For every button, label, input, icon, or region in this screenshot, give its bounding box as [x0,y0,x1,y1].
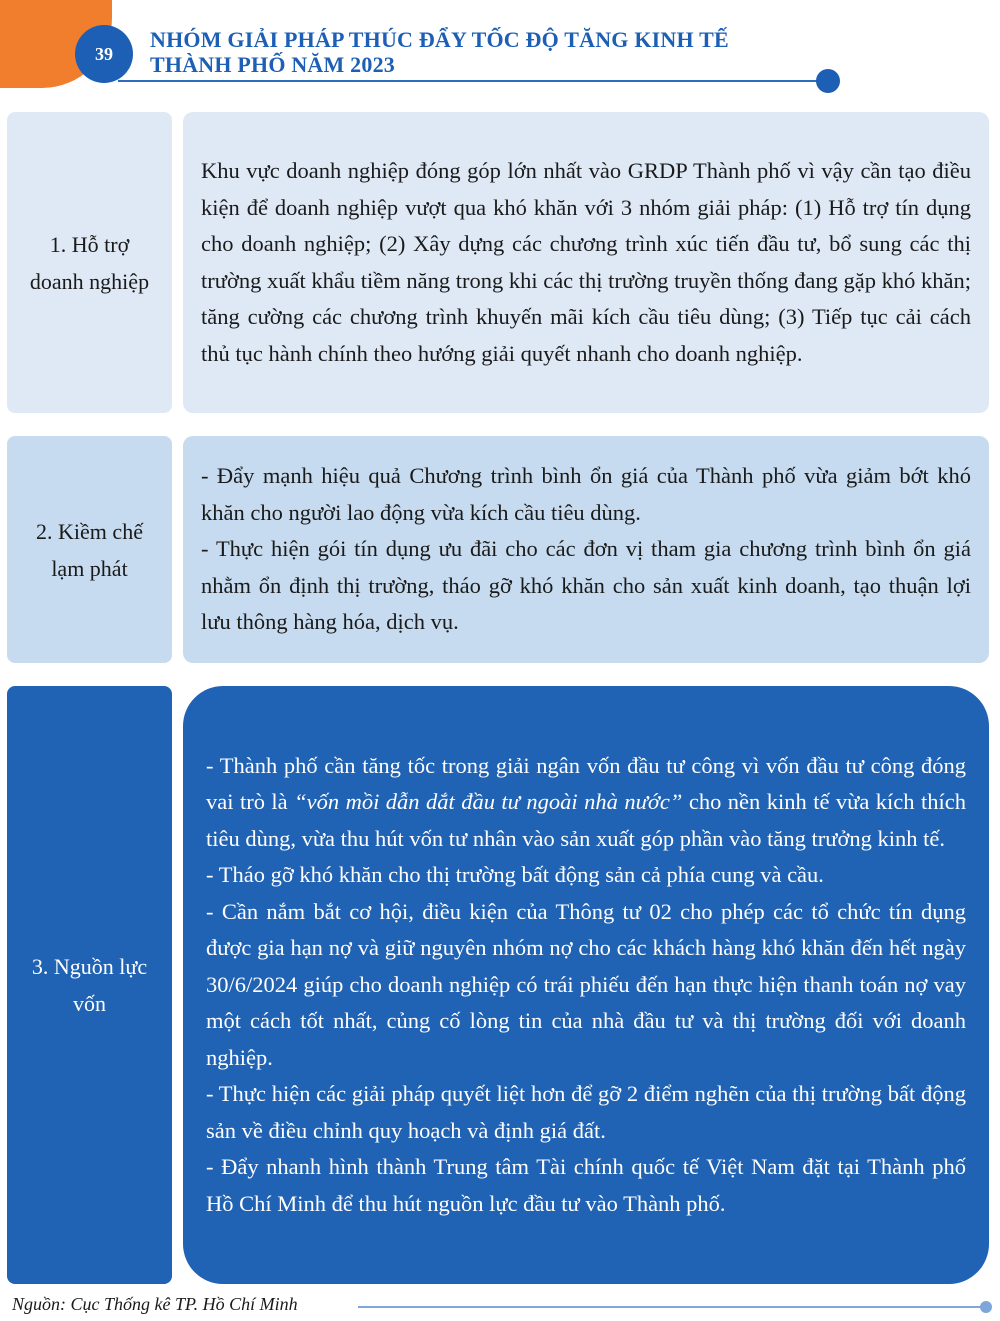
content-paragraph [206,748,966,858]
content-paragraph: - Cần nắm bắt cơ hội, điều kiện của Thông tư 02 cho phép các tổ chức tín dụng được gia hạn nợ và giữ nguyên nhóm nợ cho các khách hàng khó khăn đến hết ngày 30/6/2024 giúp cho doanh nghiệp có trái phiếu đến hạn thực hiện thanh toán nợ vay một cách tốt nhất, củng cố lòng tin của nhà đầu tư và thị trường đối với doanh nghiệp. [206,898,966,1070]
row-label-line: lạm phát [51,555,128,581]
header-divider [118,80,826,82]
page-number: 39 [95,43,113,64]
row-label-business-support [7,112,172,413]
row-label-line: vốn [72,991,106,1016]
source-note: Nguồn: Cục Thống kê TP. Hồ Chí Minh [12,1294,298,1314]
row-label-line: 3. Nguồn lực [31,954,148,979]
row-label-line: 2. Kiềm chế [36,518,143,544]
row-label-line: 1. Hỗ trợ [49,231,130,257]
content-paragraph: - Đẩy nhanh hình thành Trung tâm Tài chính quốc tế Việt Nam đặt tại Thành phố Hồ Chí Minh để thu hút nguồn lực đầu tư vào Thành phố. [206,1154,966,1216]
page-title [150,27,729,77]
header-dot-ornament [816,69,840,93]
content-paragraph: Khu vực doanh nghiệp đóng góp lớn nhất vào GRDP Thành phố vì vậy cần tạo điều kiện để doanh nghiệp vượt qua khó khăn với 3 nhóm giải pháp: (1) Hỗ trợ tín dụng cho doanh nghiệp; (2) Xây dựng các chương trình xúc tiến đầu tư, bổ sung các thị trường xuất khẩu tiềm năng trong khi các thị trường truyền thống đang gặp khó khăn; tăng cường các chương trình khuyến mãi kích cầu tiêu dùng; (3) Tiếp tục cải cách thủ tục hành chính theo hướng giải quyết nhanh cho doanh nghiệp. [201,158,971,366]
content-text: cho nền kinh tế vừa kích thích tiêu dùng, vừa thu hút vốn tư nhân vào sản xuất góp phần vào tăng trưởng kinh tế. [206,789,966,851]
footer-divider [358,1306,983,1308]
page-title-line1: NHÓM GIẢI PHÁP THÚC ĐẨY TỐC ĐỘ TĂNG KINH TẾ [150,27,729,52]
row-label-inflation-control [7,436,172,663]
footer-dot-ornament [980,1301,992,1313]
content-paragraph: - Thực hiện gói tín dụng ưu đãi cho các đơn vị tham gia chương trình bình ổn giá nhằm ổn định thị trường, tháo gỡ khó khăn cho sản xuất kinh doanh, tạo thuận lợi lưu thông hàng hóa, dịch vụ. [201,536,971,635]
content-paragraph: - Thực hiện các giải pháp quyết liệt hơn để gỡ 2 điểm nghẽn của thị trường bất động sản về điều chỉnh quy hoạch và định giá đất. [206,1081,966,1143]
row-content-inflation-control [183,436,989,663]
page-number-badge [75,25,133,83]
row-label-capital-resources [7,686,172,1284]
row-content-capital-resources [183,686,989,1284]
row-label-line: doanh nghiệp [29,268,150,294]
content-paragraph: - Đẩy mạnh hiệu quả Chương trình bình ổn giá của Thành phố vừa giảm bớt khó khăn cho người lao động vừa kích cầu tiêu dùng. [201,463,971,525]
content-quote: “vốn mồi dẫn dắt đầu tư ngoài nhà nước” [294,789,683,815]
content-paragraph: - Tháo gỡ khó khăn cho thị trường bất động sản cả phía cung và cầu. [206,862,824,888]
row-content-business-support [183,112,989,413]
page-title-line2: THÀNH PHỐ NĂM 2023 [150,52,395,77]
content-text: - Thành phố cần tăng tốc trong giải ngân vốn đầu tư công vì vốn đầu tư công đóng vai trò là [206,752,966,815]
